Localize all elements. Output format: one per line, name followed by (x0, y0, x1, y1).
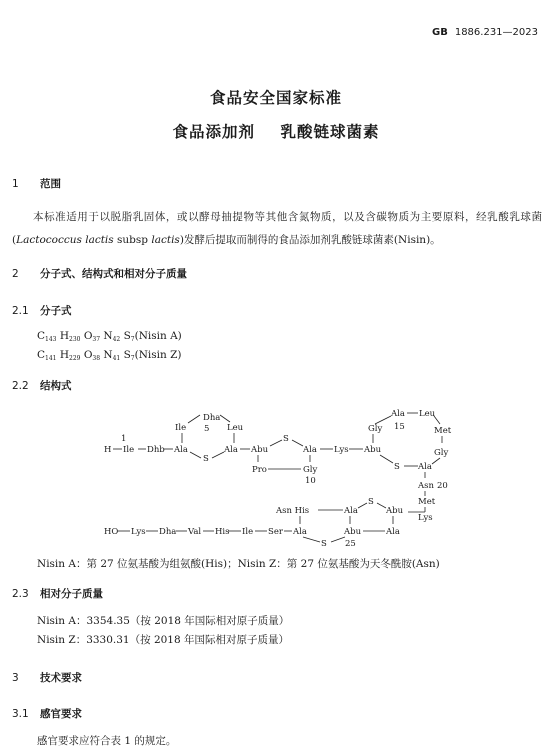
svg-text:Ala: Ala (224, 445, 238, 455)
section-3-heading: 3 技术要求 (12, 672, 82, 684)
svg-text:Abu: Abu (251, 445, 269, 455)
svg-text:25: 25 (345, 539, 356, 549)
svg-text:S: S (368, 497, 374, 507)
svg-text:Abu: Abu (344, 527, 362, 537)
svg-text:Leu: Leu (227, 423, 244, 433)
section-2-1-heading: 2.1 分子式 (12, 305, 72, 317)
svg-text:Ala: Ala (303, 445, 317, 455)
section-2-3-heading: 2.3 相对分子质量 (12, 588, 103, 600)
svg-text:Gly: Gly (368, 424, 383, 434)
svg-text:15: 15 (394, 422, 405, 432)
svg-text:Abu: Abu (364, 445, 382, 455)
section-2-heading: 2 分子式、结构式和相对分子质量 (12, 268, 187, 280)
svg-text:Lys: Lys (334, 445, 349, 455)
document-subtitle: 食品添加剂 乳酸链球菌素 (172, 123, 380, 141)
nisin-variant-note: Nisin A：第 27 位氨基酸为组氨酸(His)；Nisin Z：第 27 位氨基酸为天冬酰胺(Asn) (37, 558, 440, 570)
svg-text:Ala: Ala (344, 506, 358, 516)
svg-text:Dha: Dha (203, 413, 221, 423)
svg-text:Abu: Abu (386, 506, 404, 516)
svg-text:Val: Val (188, 527, 202, 537)
svg-text:5: 5 (204, 424, 210, 434)
svg-text:Ala: Ala (418, 462, 432, 472)
svg-text:Gly: Gly (303, 465, 318, 475)
scope-paragraph: 本标准适用于以脱脂乳固体，或以酵母抽提物等其他含氮物质，以及含碳物质为主要原料，经乳酸乳球菌(Lactococcus lactis subsp lactis)发酵后提取而制得的食品添加剂乳酸链球菌素(Nisin)。 (12, 211, 542, 246)
svg-text:Ile: Ile (175, 423, 187, 433)
svg-text:Gly: Gly (434, 448, 449, 458)
svg-text:Ser: Ser (268, 527, 283, 537)
section-2-2-heading: 2.2 结构式 (12, 380, 72, 392)
svg-text:Ala: Ala (293, 527, 307, 537)
svg-text:Lys: Lys (418, 513, 433, 523)
svg-text:His: His (215, 527, 230, 537)
svg-text:10: 10 (305, 476, 316, 486)
mass-nisin-a: Nisin A：3354.35（按 2018 年国际相对原子质量） (37, 615, 290, 627)
svg-text:Ile: Ile (123, 445, 135, 455)
sensory-requirement-text: 感官要求应符合表 1 的规定。 (37, 735, 177, 747)
svg-text:Met: Met (434, 426, 452, 436)
svg-text:Met: Met (418, 497, 436, 507)
document-title: 食品安全国家标准 (209, 89, 342, 107)
svg-text:Asn His: Asn His (276, 506, 310, 516)
svg-text:S: S (283, 434, 289, 444)
svg-text:Dhb: Dhb (147, 445, 165, 455)
svg-text:HO: HO (104, 527, 119, 537)
svg-text:Ile: Ile (242, 527, 254, 537)
svg-text:S: S (321, 539, 327, 549)
svg-text:H: H (104, 445, 112, 455)
svg-text:20: 20 (437, 481, 448, 491)
formula-nisin-z: $C_{141}$ $H_{229}$ $O_{38}$ $N_{41}$ $S_7(Nisin$ Z) (37, 349, 182, 362)
svg-text:Asn: Asn (418, 481, 434, 491)
svg-text:Ala: Ala (391, 409, 405, 419)
formula-nisin-a: $C_{143}$ $H_{230}$ $O_{37}$ $N_{42}$ $S_7(Nisin$ A) (37, 330, 182, 343)
svg-text:S: S (394, 462, 400, 472)
svg-text:Pro: Pro (252, 465, 267, 475)
svg-text:1: 1 (121, 434, 127, 444)
mass-nisin-z: Nisin Z：3330.31（按 2018 年国际相对原子质量） (37, 634, 290, 646)
section-3-1-heading: 3.1 感官要求 (12, 708, 82, 720)
svg-text:Lys: Lys (131, 527, 146, 537)
svg-text:Ala: Ala (174, 445, 188, 455)
svg-text:Ala: Ala (386, 527, 400, 537)
svg-text:S: S (203, 454, 209, 464)
nisin-structure-diagram (0, 400, 552, 550)
svg-text:Dha: Dha (159, 527, 177, 537)
standard-number: GB 1886.231—2023 (432, 27, 538, 38)
svg-text:Leu: Leu (419, 409, 436, 419)
section-1-heading: 1 范围 (12, 178, 61, 190)
